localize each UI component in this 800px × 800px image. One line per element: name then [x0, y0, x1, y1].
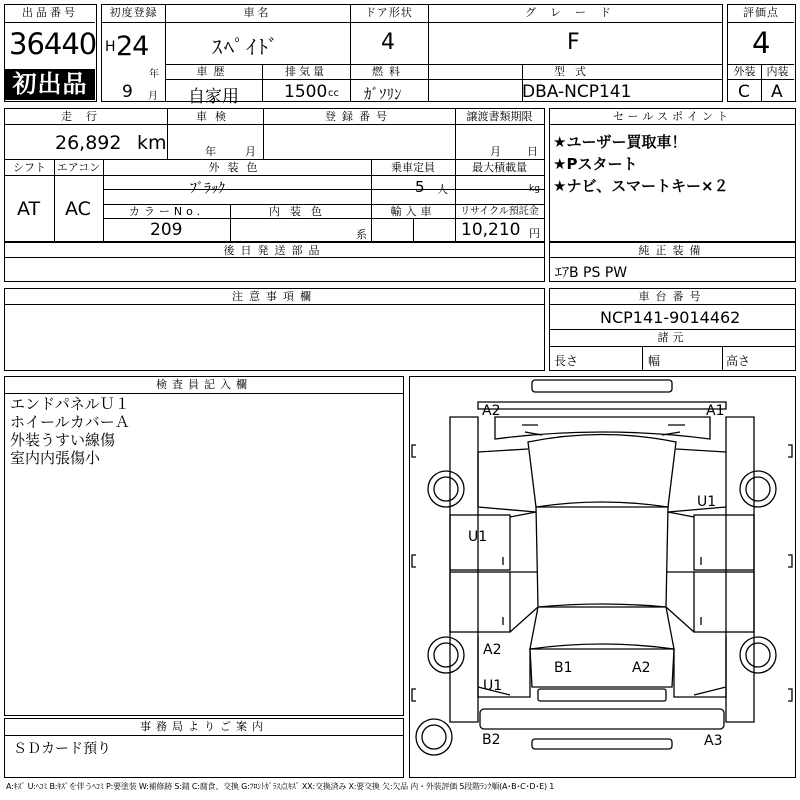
first-reg-label: 初度登録: [109, 6, 158, 19]
ext-grade: C: [738, 82, 750, 102]
car-name-label: 車名: [243, 6, 272, 19]
load-unit: kg: [529, 184, 540, 194]
colorno: 209: [150, 220, 183, 240]
car-diagram: [410, 377, 794, 776]
ac-label: エアコン: [56, 161, 101, 174]
color-label: 外装色: [208, 161, 266, 174]
notes-box: [4, 288, 545, 371]
footer-legend: A:ｷｽﾞ U:ﾍｺﾐ B:ｷｽﾞを伴うﾍｺﾐ P:要塗装 W:補修跡 S:錆 C:腐食、交換 G:ﾌﾛﾝﾄｶﾞﾗｽ点ｷｽﾞ XX:交換済み X:要交換 欠:欠品 内・外装評価 5段階ﾗﾝｸ順(A･B･C･D･E) 1: [6, 782, 555, 791]
sales-label: セールスポイント: [612, 110, 732, 123]
grade: F: [567, 30, 580, 55]
int-label: 内装: [766, 65, 789, 78]
sales-item: ★Pスタート: [553, 155, 638, 173]
mark-a2-rear: A2: [632, 660, 651, 676]
transfer-label: 譲渡書類期限: [466, 110, 533, 123]
mark-b1: B1: [554, 660, 573, 676]
month-unit: 月: [148, 91, 158, 102]
recycle-unit: 円: [529, 227, 540, 240]
history-label: 車歴: [196, 65, 231, 78]
displacement-unit: cc: [328, 88, 339, 99]
mark-u1-left: U1: [468, 529, 488, 545]
interior-suffix: 系: [356, 228, 367, 241]
first-listing-badge: [5, 69, 95, 100]
interior-label: 内装色: [269, 205, 332, 218]
color: ﾌﾞﾗｯｸ: [190, 181, 225, 197]
office-label: 事務局よりご案内: [140, 720, 268, 733]
lot-box: [4, 4, 97, 102]
sales-item: ★ユーザー買取車！: [553, 133, 687, 151]
first-listing-text: 初出品: [12, 70, 88, 98]
door-label: ドア形状: [365, 6, 413, 19]
equipment-box: [549, 242, 796, 282]
capacity: 5: [415, 178, 425, 196]
inspection-year-unit: 年: [205, 145, 216, 158]
transfer-day-unit: 日: [527, 145, 538, 158]
shift-label: シフト: [13, 161, 46, 174]
reg-month: 9: [122, 82, 133, 102]
regno-label: 登録番号: [325, 110, 393, 123]
capacity-label: 乗車定員: [391, 161, 435, 174]
fuel: ｶﾞｿﾘﾝ: [364, 85, 402, 103]
displacement: 1500: [284, 82, 328, 102]
inspector-line: エンドパネルＵ１: [10, 395, 130, 413]
mileage-unit: km: [137, 132, 167, 154]
mileage: 26,892: [55, 132, 122, 154]
era: H: [105, 39, 116, 55]
score: 4: [752, 26, 771, 60]
colorno-label: カラーNo.: [128, 205, 205, 218]
notes-label: 注意事項欄: [232, 290, 317, 303]
import-label: 輸入車: [390, 205, 436, 218]
model-label: 型式: [554, 65, 596, 78]
model: DBA-NCP141: [522, 82, 632, 102]
dims-width-label: 幅: [648, 354, 661, 368]
reg-year: 24: [116, 31, 149, 62]
mark-u1-rear-left: U1: [483, 678, 503, 694]
chassis-box: [549, 288, 796, 371]
inspector-line: 外装うすい線傷: [10, 431, 116, 449]
doors: 4: [381, 30, 395, 55]
inspection-month-unit: 月: [245, 145, 256, 158]
sales-box: [549, 108, 796, 242]
score-label: 評価点: [743, 6, 779, 19]
mileage-label: 走行: [61, 110, 111, 123]
mark-a2-front-left: A2: [482, 403, 501, 419]
dims-height-label: 高さ: [726, 354, 751, 368]
ac: AC: [65, 198, 91, 220]
ext-label: 外装: [733, 65, 756, 78]
equipment-label: 純正装備: [638, 244, 707, 257]
chassis-number: NCP141-9014462: [600, 308, 741, 327]
inspector-line: ホイールカバーＡ: [10, 413, 130, 431]
car-diagram-box: [409, 376, 796, 778]
mark-a1-front-right: A1: [706, 403, 725, 419]
shift: AT: [17, 198, 41, 220]
capacity-unit: 人: [437, 183, 448, 196]
history: 自家用: [188, 87, 239, 107]
mark-b2: B2: [482, 732, 501, 748]
inspector-label: 検査員記入欄: [156, 378, 252, 391]
dims-length-label: 長さ: [554, 354, 579, 368]
displacement-label: 排気量: [285, 65, 327, 78]
recycle-label: リサイクル預託金: [460, 206, 539, 217]
chassis-label: 車台番号: [638, 290, 707, 303]
inspector-line: 室内内張傷小: [10, 449, 101, 467]
lot-label: 出品番号: [22, 6, 78, 19]
later-parts-box: [4, 242, 545, 282]
office-text: ＳＤカード預り: [13, 741, 111, 757]
later-parts-label: 後日発送部品: [223, 244, 326, 257]
inspector-box: [4, 376, 404, 716]
load-label: 最大積載量: [472, 161, 527, 174]
header-main: [101, 4, 723, 107]
mark-a3: A3: [704, 733, 723, 749]
equipment-value: ｴｱB PS PW: [555, 265, 628, 281]
dims-label: 諸元: [657, 331, 688, 344]
office-box: [4, 718, 404, 778]
lot-number: 36440: [9, 27, 97, 61]
car-name: ｽﾍﾟｲﾄﾞ: [212, 35, 280, 59]
details-box: [4, 108, 545, 242]
int-grade: A: [771, 82, 783, 102]
score-box: [727, 4, 796, 102]
mark-u1-right: U1: [697, 494, 717, 510]
transfer-month-unit: 月: [490, 145, 501, 158]
fuel-label: 燃料: [372, 65, 406, 78]
inspection-label: 車検: [196, 110, 234, 123]
grade-label: グレード: [525, 6, 625, 19]
recycle: 10,210: [461, 220, 521, 240]
sales-item: ★ナビ、スマートキー×２: [553, 177, 729, 195]
mark-a2-rear-left: A2: [483, 642, 502, 658]
year-unit: 年: [149, 69, 159, 80]
